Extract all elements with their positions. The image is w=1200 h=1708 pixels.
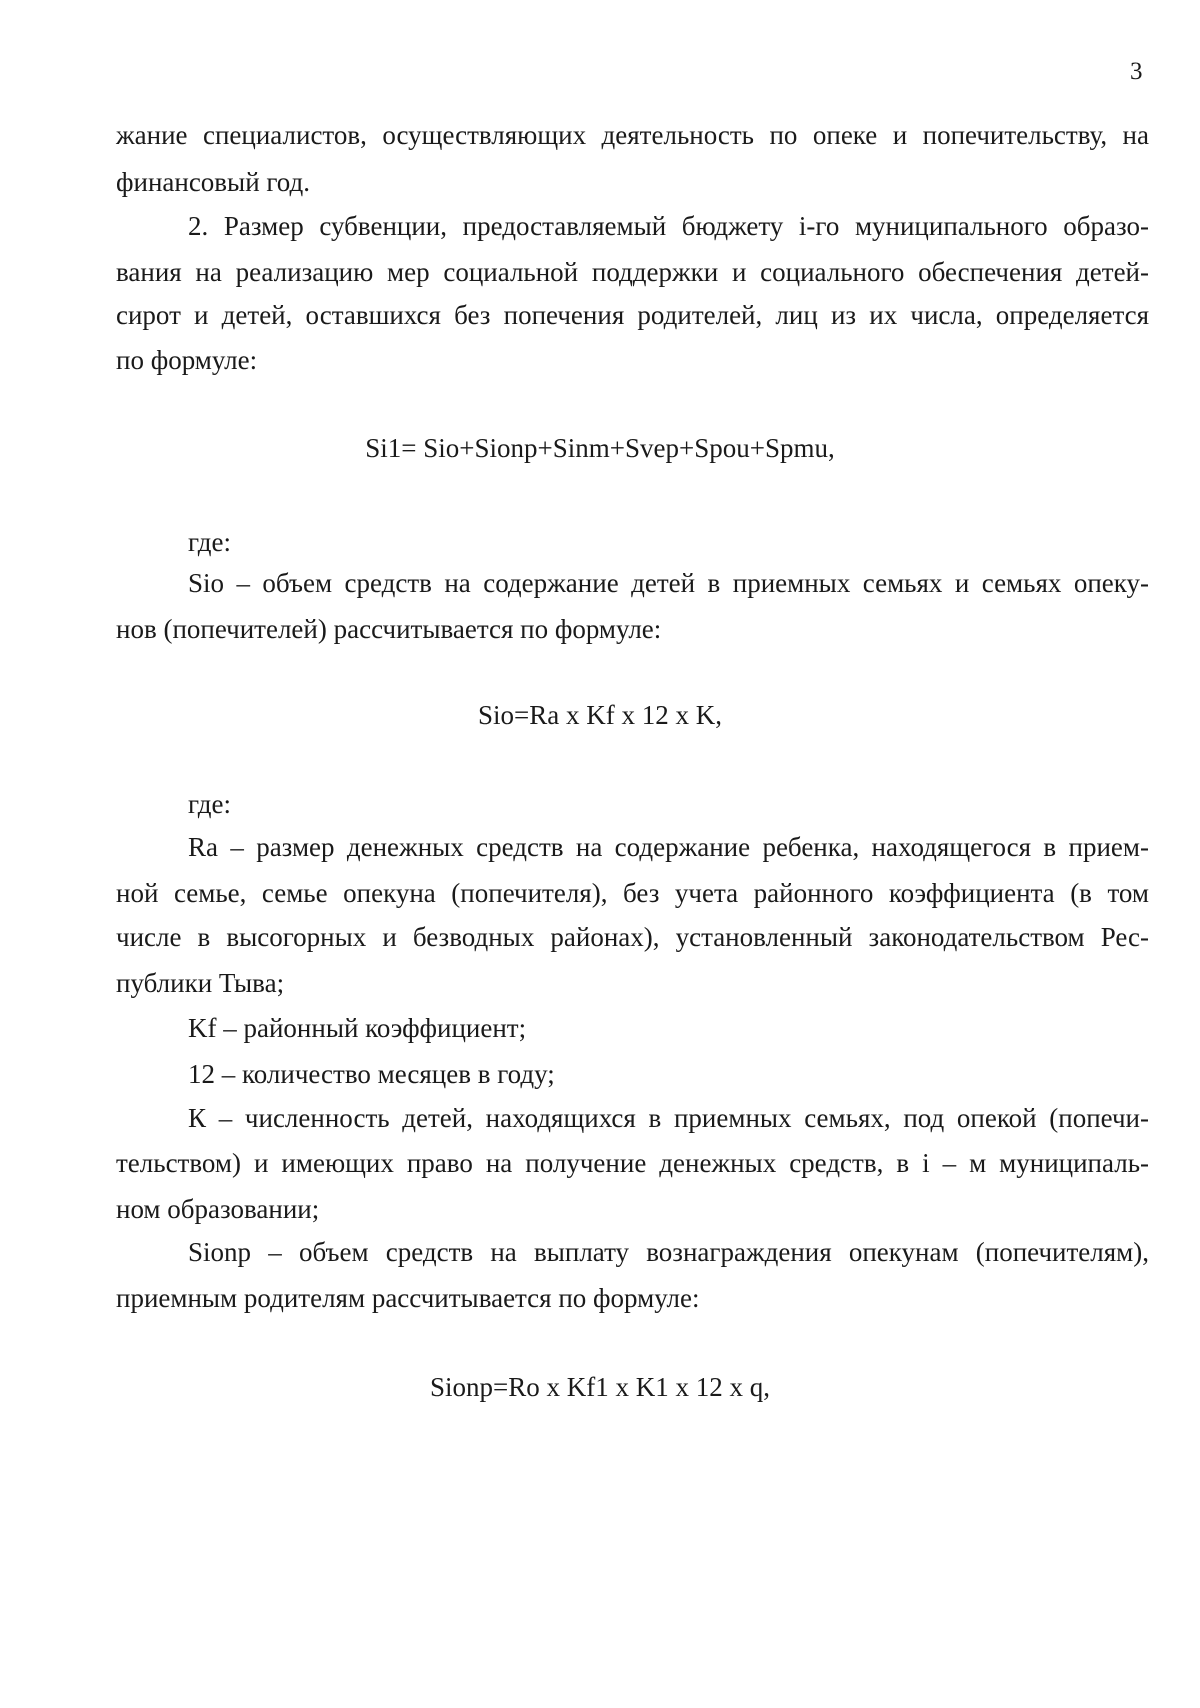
formula-si1: Si1= Sio+Sionp+Sinm+Svep+Spou+Spmu, xyxy=(365,433,835,463)
formula-sionp: Sionp=Ro x Kf1 x K1 x 12 x q, xyxy=(430,1372,770,1402)
formula-sio: Sio=Ra x Kf x 12 x K, xyxy=(478,700,722,730)
text-line: тельством) и имеющих право на получение денежных средств, в i – м муниципаль- xyxy=(116,1148,1149,1178)
text-line: по формуле: xyxy=(116,345,258,375)
text-line: ном образовании; xyxy=(116,1194,320,1224)
text-line: числе в высогорных и безводных районах), установленный законодательством Рес- xyxy=(116,922,1149,952)
text-line: приемным родителям рассчитывается по формуле: xyxy=(116,1283,700,1313)
text-line: К – численность детей, находящихся в приемных семьях, под опекой (попечи- xyxy=(188,1103,1149,1133)
text-line: 2. Размер субвенции, предоставляемый бюджету i-го муниципального образо- xyxy=(188,211,1149,241)
text-line: нов (попечителей) рассчитывается по формуле: xyxy=(116,614,662,644)
text-line: жание специалистов, осуществляющих деятельность по опеке и попечительству, на xyxy=(116,120,1149,150)
text-line: вания на реализацию мер социальной поддержки и социального обеспечения детей- xyxy=(116,257,1149,287)
text-line: Sio – объем средств на содержание детей в приемных семьях и семьях опеку- xyxy=(188,568,1149,598)
text-line: где: xyxy=(188,789,231,819)
text-line: где: xyxy=(188,527,231,557)
text-line: ной семье, семье опекуна (попечителя), без учета районного коэффициента (в том xyxy=(116,878,1149,908)
page-number: 3 xyxy=(1130,58,1143,85)
text-line: сирот и детей, оставшихся без попечения родителей, лиц из их числа, определяется xyxy=(116,300,1149,330)
text-line: Kf – районный коэффициент; xyxy=(188,1013,527,1043)
text-line: финансовый год. xyxy=(116,167,311,197)
text-line: 12 – количество месяцев в году; xyxy=(188,1059,555,1089)
text-line: публики Тыва; xyxy=(116,968,285,998)
text-line: Sionp – объем средств на выплату вознаграждения опекунам (попечителям), xyxy=(188,1237,1149,1267)
text-line: Ra – размер денежных средств на содержание ребенка, находящегося в прием- xyxy=(188,832,1149,862)
